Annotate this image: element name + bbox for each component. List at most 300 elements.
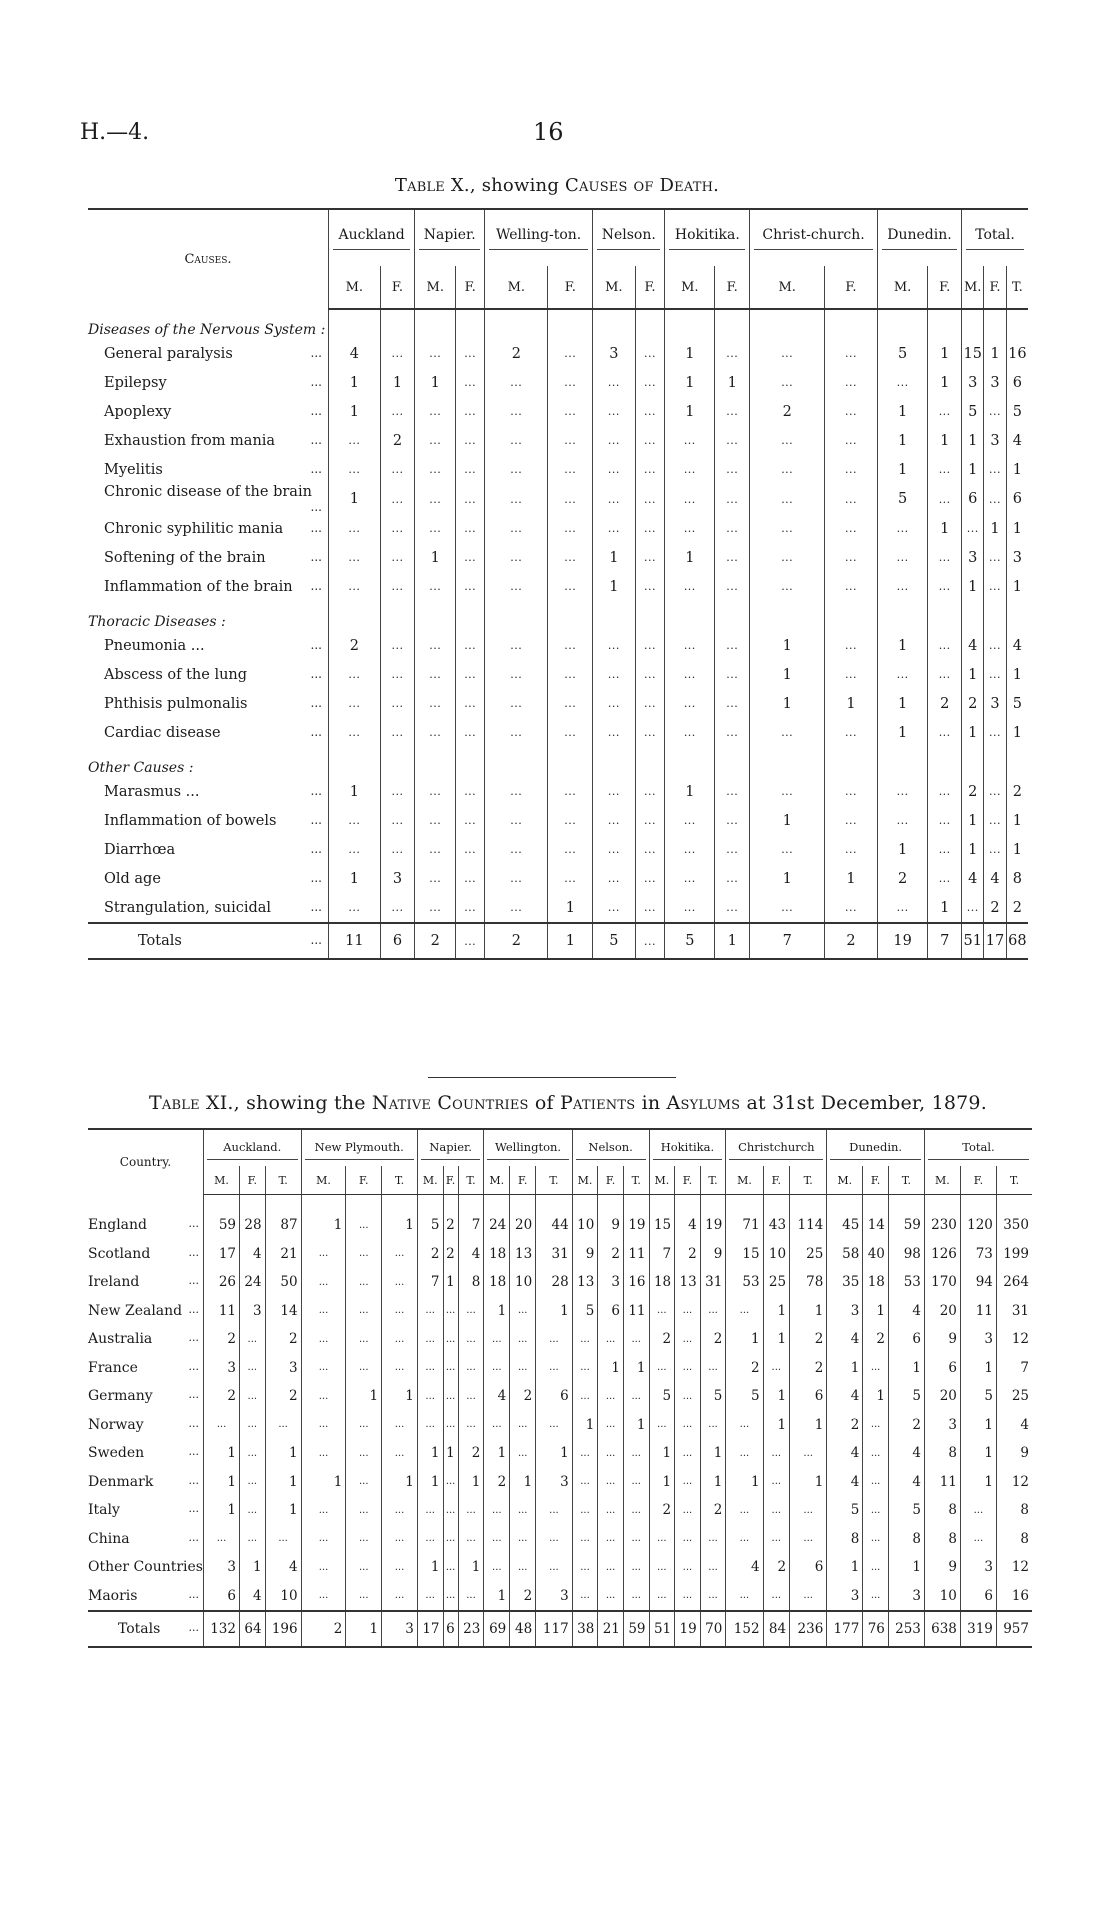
value-cell: 1 bbox=[863, 1297, 889, 1326]
cause-label: Phthisis pulmonalis bbox=[104, 695, 248, 712]
value-cell: ... bbox=[458, 1354, 484, 1383]
value-cell: ... bbox=[240, 1439, 266, 1468]
value-cell: ... bbox=[598, 1525, 624, 1554]
value-cell: ... bbox=[675, 1468, 701, 1497]
value-cell: 1 bbox=[1006, 572, 1028, 601]
asylum-header-label: Auckland. bbox=[207, 1137, 298, 1160]
value-cell: 3 bbox=[962, 543, 984, 572]
table-xi-title-part: Patients bbox=[560, 1092, 636, 1114]
value-cell: 1 bbox=[458, 1553, 484, 1582]
value-cell: 1 bbox=[417, 1468, 443, 1497]
value-cell: 350 bbox=[996, 1195, 1032, 1240]
value-cell: 5 bbox=[417, 1195, 443, 1240]
value-cell: ... bbox=[593, 777, 635, 806]
value-cell: ... bbox=[380, 806, 415, 835]
leader-dots: ... bbox=[188, 1274, 199, 1288]
value-cell: ... bbox=[301, 1411, 346, 1440]
value-cell: ... bbox=[863, 1582, 889, 1612]
value-cell: ... bbox=[635, 484, 665, 514]
value-cell: 199 bbox=[996, 1240, 1032, 1269]
value-cell: ... bbox=[825, 777, 878, 806]
value-cell: 1 bbox=[750, 864, 825, 893]
value-cell: ... bbox=[536, 1553, 573, 1582]
value-cell: 1 bbox=[984, 514, 1006, 543]
table-row bbox=[88, 893, 1028, 923]
value-cell: 1 bbox=[510, 1468, 536, 1497]
value-cell: ... bbox=[415, 631, 456, 660]
value-cell: 6 bbox=[960, 1582, 996, 1612]
spacer-cell bbox=[329, 747, 381, 777]
country-label: Other Countries bbox=[88, 1559, 203, 1576]
value-cell: 1 bbox=[458, 1468, 484, 1497]
value-cell: 2 bbox=[510, 1382, 536, 1411]
country-label: Norway bbox=[88, 1416, 144, 1433]
value-cell: ... bbox=[548, 455, 593, 484]
cause-label: Myelitis bbox=[104, 461, 163, 478]
total-value-cell: 70 bbox=[700, 1611, 726, 1647]
value-cell: 6 bbox=[1006, 368, 1028, 397]
value-cell: 2 bbox=[962, 777, 984, 806]
value-cell: ... bbox=[675, 1411, 701, 1440]
cause-label: Cardiac disease bbox=[104, 724, 221, 741]
value-cell: 1 bbox=[750, 689, 825, 718]
value-cell: 59 bbox=[888, 1195, 924, 1240]
value-cell: ... bbox=[458, 1382, 484, 1411]
value-cell: ... bbox=[510, 1297, 536, 1326]
leader-dots: ... bbox=[310, 783, 322, 798]
leader-dots: ... bbox=[310, 345, 322, 360]
value-cell: ... bbox=[635, 339, 665, 368]
value-cell: ... bbox=[417, 1525, 443, 1554]
value-cell: 18 bbox=[484, 1240, 510, 1269]
value-cell: ... bbox=[485, 484, 548, 514]
value-cell: ... bbox=[301, 1553, 346, 1582]
value-cell: ... bbox=[510, 1354, 536, 1383]
spacer-cell bbox=[962, 747, 984, 777]
value-cell: ... bbox=[380, 660, 415, 689]
leader-dots: ... bbox=[188, 1217, 199, 1230]
value-cell: 1 bbox=[484, 1439, 510, 1468]
value-cell: ... bbox=[240, 1411, 266, 1440]
value-cell: ... bbox=[715, 514, 750, 543]
value-cell: 11 bbox=[204, 1297, 240, 1326]
country-cell bbox=[88, 1195, 204, 1240]
value-cell: ... bbox=[329, 893, 381, 923]
value-cell: ... bbox=[380, 397, 415, 426]
value-cell: ... bbox=[928, 631, 962, 660]
page-reference: H.—4. bbox=[80, 120, 150, 145]
value-cell: ... bbox=[456, 718, 485, 747]
value-cell: ... bbox=[665, 514, 715, 543]
spacer-cell bbox=[877, 747, 927, 777]
value-cell: 16 bbox=[623, 1268, 649, 1297]
value-cell: ... bbox=[485, 893, 548, 923]
value-cell: 5 bbox=[962, 397, 984, 426]
value-cell: ... bbox=[715, 864, 750, 893]
male-header: M. bbox=[417, 1166, 443, 1195]
total-value-cell: 5 bbox=[665, 923, 715, 959]
total-value-cell: 59 bbox=[623, 1611, 649, 1647]
value-cell: ... bbox=[346, 1525, 382, 1554]
value-cell: ... bbox=[635, 689, 665, 718]
value-cell: ... bbox=[750, 426, 825, 455]
value-cell: ... bbox=[301, 1240, 346, 1269]
table-x-title-subject: Causes of Death. bbox=[564, 175, 720, 196]
leader-dots: ... bbox=[310, 432, 322, 447]
value-cell: ... bbox=[593, 893, 635, 923]
value-cell: 1 bbox=[763, 1297, 789, 1326]
female-header: F. bbox=[443, 1166, 458, 1195]
value-cell: 44 bbox=[536, 1195, 573, 1240]
spacer-cell bbox=[485, 309, 548, 339]
cause-cell bbox=[88, 718, 329, 747]
value-cell: ... bbox=[346, 1195, 382, 1240]
value-cell: ... bbox=[548, 484, 593, 514]
spacer-cell bbox=[750, 747, 825, 777]
value-cell: ... bbox=[984, 572, 1006, 601]
value-cell: ... bbox=[382, 1496, 418, 1525]
leader-dots: ... bbox=[310, 933, 322, 947]
value-cell: ... bbox=[715, 893, 750, 923]
spacer-cell bbox=[635, 309, 665, 339]
value-cell: 58 bbox=[827, 1240, 863, 1269]
value-cell: 31 bbox=[700, 1268, 726, 1297]
value-cell: ... bbox=[928, 572, 962, 601]
cause-label: Diarrhœa bbox=[104, 841, 176, 858]
value-cell: 2 bbox=[204, 1382, 240, 1411]
value-cell: 31 bbox=[536, 1240, 573, 1269]
value-cell: ... bbox=[715, 631, 750, 660]
total-value-cell: 196 bbox=[265, 1611, 301, 1647]
value-cell: ... bbox=[204, 1525, 240, 1554]
male-header: M. bbox=[877, 266, 927, 309]
leader-dots: ... bbox=[310, 870, 322, 885]
male-header: M. bbox=[301, 1166, 346, 1195]
asylum-header-label: Hokitika. bbox=[653, 1137, 723, 1160]
total-sex-header: T. bbox=[265, 1166, 301, 1195]
value-cell: ... bbox=[380, 572, 415, 601]
leader-dots: ... bbox=[310, 812, 322, 827]
asylum-header bbox=[415, 209, 485, 266]
value-cell: ... bbox=[382, 1411, 418, 1440]
spacer-cell bbox=[593, 309, 635, 339]
value-cell: ... bbox=[825, 426, 878, 455]
value-cell: 1 bbox=[329, 397, 381, 426]
value-cell: ... bbox=[635, 631, 665, 660]
spacer-cell bbox=[984, 601, 1006, 631]
table-row bbox=[88, 806, 1028, 835]
value-cell: ... bbox=[456, 397, 485, 426]
table-row bbox=[88, 689, 1028, 718]
value-cell: 8 bbox=[827, 1525, 863, 1554]
asylum-header bbox=[204, 1129, 302, 1166]
value-cell: 1 bbox=[790, 1297, 827, 1326]
value-cell: ... bbox=[726, 1525, 763, 1554]
value-cell: ... bbox=[928, 718, 962, 747]
value-cell: 3 bbox=[960, 1325, 996, 1354]
asylum-header-label: Napier. bbox=[421, 1137, 480, 1160]
asylum-header-label: Total. bbox=[928, 1137, 1029, 1160]
cause-cell bbox=[88, 397, 329, 426]
spacer-cell bbox=[329, 309, 381, 339]
value-cell: ... bbox=[593, 864, 635, 893]
value-cell: ... bbox=[960, 1496, 996, 1525]
value-cell: ... bbox=[456, 572, 485, 601]
value-cell: ... bbox=[265, 1525, 301, 1554]
female-header: F. bbox=[635, 266, 665, 309]
value-cell: ... bbox=[825, 397, 878, 426]
country-label: China bbox=[88, 1530, 130, 1547]
value-cell: ... bbox=[548, 426, 593, 455]
value-cell: ... bbox=[750, 368, 825, 397]
leader-dots: ... bbox=[310, 403, 322, 418]
female-header: F. bbox=[928, 266, 962, 309]
value-cell: 2 bbox=[928, 689, 962, 718]
country-cell bbox=[88, 1582, 204, 1612]
value-cell: 4 bbox=[888, 1297, 924, 1326]
value-cell: ... bbox=[675, 1439, 701, 1468]
value-cell: ... bbox=[329, 718, 381, 747]
spacer-cell bbox=[962, 309, 984, 339]
value-cell: ... bbox=[536, 1354, 573, 1383]
spacer-cell bbox=[635, 601, 665, 631]
leader-dots: ... bbox=[310, 374, 322, 389]
spacer-cell bbox=[665, 309, 715, 339]
value-cell: 2 bbox=[877, 864, 927, 893]
total-value-cell: 236 bbox=[790, 1611, 827, 1647]
value-cell: 2 bbox=[863, 1325, 889, 1354]
value-cell: ... bbox=[301, 1582, 346, 1612]
value-cell: 1 bbox=[1006, 514, 1028, 543]
value-cell: 7 bbox=[649, 1240, 675, 1269]
value-cell: 10 bbox=[265, 1582, 301, 1612]
value-cell: ... bbox=[485, 543, 548, 572]
value-cell: 1 bbox=[443, 1268, 458, 1297]
value-cell: 16 bbox=[1006, 339, 1028, 368]
cause-cell bbox=[88, 368, 329, 397]
value-cell: 1 bbox=[598, 1354, 624, 1383]
value-cell: ... bbox=[984, 397, 1006, 426]
value-cell: 9 bbox=[572, 1240, 598, 1269]
value-cell: ... bbox=[649, 1354, 675, 1383]
value-cell: ... bbox=[928, 397, 962, 426]
value-cell: ... bbox=[700, 1297, 726, 1326]
value-cell: 2 bbox=[417, 1240, 443, 1269]
leader-dots: ... bbox=[310, 724, 322, 739]
value-cell: ... bbox=[928, 543, 962, 572]
table-row bbox=[88, 572, 1028, 601]
value-cell: ... bbox=[417, 1354, 443, 1383]
value-cell: ... bbox=[548, 864, 593, 893]
female-header: F. bbox=[960, 1166, 996, 1195]
total-value-cell: 957 bbox=[996, 1611, 1032, 1647]
value-cell: ... bbox=[750, 777, 825, 806]
value-cell: ... bbox=[456, 777, 485, 806]
value-cell: ... bbox=[415, 806, 456, 835]
value-cell: ... bbox=[790, 1582, 827, 1612]
value-cell: ... bbox=[417, 1325, 443, 1354]
value-cell: ... bbox=[346, 1468, 382, 1497]
value-cell: ... bbox=[863, 1525, 889, 1554]
male-header: M. bbox=[726, 1166, 763, 1195]
value-cell: ... bbox=[415, 777, 456, 806]
value-cell: ... bbox=[382, 1525, 418, 1554]
country-label: Germany bbox=[88, 1388, 153, 1405]
value-cell: 1 bbox=[962, 660, 984, 689]
value-cell: ... bbox=[380, 718, 415, 747]
value-cell: ... bbox=[458, 1582, 484, 1612]
value-cell: 1 bbox=[750, 806, 825, 835]
female-header: F. bbox=[863, 1166, 889, 1195]
value-cell: 1 bbox=[380, 368, 415, 397]
value-cell: ... bbox=[548, 339, 593, 368]
value-cell: ... bbox=[443, 1468, 458, 1497]
value-cell: 20 bbox=[924, 1297, 960, 1326]
leader-dots: ... bbox=[310, 899, 322, 914]
value-cell: 71 bbox=[726, 1195, 763, 1240]
table-row bbox=[88, 397, 1028, 426]
value-cell: ... bbox=[665, 660, 715, 689]
value-cell: ... bbox=[825, 660, 878, 689]
value-cell: ... bbox=[417, 1411, 443, 1440]
value-cell: ... bbox=[485, 426, 548, 455]
value-cell: ... bbox=[623, 1468, 649, 1497]
spacer-cell bbox=[825, 309, 878, 339]
table-row bbox=[88, 1496, 1032, 1525]
value-cell: 1 bbox=[443, 1439, 458, 1468]
value-cell: 2 bbox=[763, 1553, 789, 1582]
value-cell: 1 bbox=[415, 368, 456, 397]
value-cell: 2 bbox=[649, 1496, 675, 1525]
value-cell: 1 bbox=[960, 1468, 996, 1497]
value-cell: ... bbox=[726, 1411, 763, 1440]
value-cell: 1 bbox=[928, 339, 962, 368]
value-cell: ... bbox=[750, 514, 825, 543]
value-cell: ... bbox=[928, 777, 962, 806]
value-cell: ... bbox=[301, 1354, 346, 1383]
value-cell: ... bbox=[572, 1525, 598, 1554]
value-cell: ... bbox=[665, 835, 715, 864]
section-heading: Thoracic Diseases : bbox=[88, 614, 226, 630]
value-cell: ... bbox=[484, 1411, 510, 1440]
value-cell: ... bbox=[443, 1325, 458, 1354]
value-cell: 5 bbox=[888, 1382, 924, 1411]
value-cell: ... bbox=[456, 368, 485, 397]
cause-cell bbox=[88, 864, 329, 893]
value-cell: ... bbox=[715, 484, 750, 514]
value-cell: 4 bbox=[962, 631, 984, 660]
table-row bbox=[88, 484, 1028, 514]
value-cell: ... bbox=[763, 1582, 789, 1612]
value-cell: ... bbox=[510, 1553, 536, 1582]
value-cell: 3 bbox=[827, 1582, 863, 1612]
value-cell: 2 bbox=[700, 1496, 726, 1525]
total-value-cell: 2 bbox=[825, 923, 878, 959]
spacer-cell bbox=[715, 601, 750, 631]
cause-label: Chronic syphilitic mania bbox=[104, 520, 284, 537]
value-cell: ... bbox=[700, 1582, 726, 1612]
table-row bbox=[88, 1354, 1032, 1383]
country-cell bbox=[88, 1382, 204, 1411]
female-header: F. bbox=[510, 1166, 536, 1195]
value-cell: ... bbox=[984, 631, 1006, 660]
value-cell: 20 bbox=[510, 1195, 536, 1240]
value-cell: 1 bbox=[665, 368, 715, 397]
value-cell: 1 bbox=[928, 426, 962, 455]
value-cell: ... bbox=[635, 368, 665, 397]
total-value-cell: 177 bbox=[827, 1611, 863, 1647]
value-cell: ... bbox=[443, 1582, 458, 1612]
value-cell: ... bbox=[877, 368, 927, 397]
male-header: M. bbox=[750, 266, 825, 309]
value-cell: 10 bbox=[572, 1195, 598, 1240]
cause-label: Strangulation, suicidal bbox=[104, 899, 272, 916]
value-cell: 2 bbox=[443, 1195, 458, 1240]
value-cell: ... bbox=[456, 484, 485, 514]
value-cell: ... bbox=[415, 484, 456, 514]
value-cell: ... bbox=[382, 1240, 418, 1269]
total-value-cell: 1 bbox=[715, 923, 750, 959]
value-cell: ... bbox=[593, 689, 635, 718]
cause-label: Marasmus ... bbox=[104, 783, 200, 800]
value-cell: ... bbox=[458, 1325, 484, 1354]
total-value-cell: 1 bbox=[346, 1611, 382, 1647]
value-cell: 14 bbox=[863, 1195, 889, 1240]
value-cell: 87 bbox=[265, 1195, 301, 1240]
value-cell: ... bbox=[329, 660, 381, 689]
table-row bbox=[88, 1582, 1032, 1612]
cause-label: General paralysis bbox=[104, 345, 233, 362]
value-cell: ... bbox=[726, 1582, 763, 1612]
value-cell: ... bbox=[984, 777, 1006, 806]
value-cell: 1 bbox=[346, 1382, 382, 1411]
country-column-header: Country. bbox=[119, 1155, 172, 1170]
table-row bbox=[88, 718, 1028, 747]
value-cell: 3 bbox=[598, 1268, 624, 1297]
value-cell: ... bbox=[593, 514, 635, 543]
cause-cell bbox=[88, 543, 329, 572]
value-cell: 4 bbox=[726, 1553, 763, 1582]
value-cell: ... bbox=[458, 1525, 484, 1554]
value-cell: ... bbox=[700, 1553, 726, 1582]
value-cell: ... bbox=[572, 1582, 598, 1612]
value-cell: ... bbox=[240, 1525, 266, 1554]
value-cell: ... bbox=[415, 455, 456, 484]
value-cell: 4 bbox=[265, 1553, 301, 1582]
value-cell: 1 bbox=[863, 1382, 889, 1411]
value-cell: ... bbox=[380, 455, 415, 484]
spacer-cell bbox=[635, 747, 665, 777]
total-value-cell: 253 bbox=[888, 1611, 924, 1647]
value-cell: 1 bbox=[329, 368, 381, 397]
asylum-header bbox=[827, 1129, 925, 1166]
asylum-header bbox=[417, 1129, 483, 1166]
value-cell: 13 bbox=[572, 1268, 598, 1297]
leader-dots: ... bbox=[188, 1331, 199, 1345]
value-cell: 1 bbox=[763, 1325, 789, 1354]
total-value-cell: 21 bbox=[598, 1611, 624, 1647]
value-cell: 264 bbox=[996, 1268, 1032, 1297]
value-cell: 2 bbox=[484, 1468, 510, 1497]
spacer-cell bbox=[665, 601, 715, 631]
leader-dots: ... bbox=[188, 1473, 199, 1487]
value-cell: ... bbox=[458, 1496, 484, 1525]
value-cell: ... bbox=[598, 1411, 624, 1440]
cause-cell bbox=[88, 455, 329, 484]
value-cell: 1 bbox=[665, 397, 715, 426]
value-cell: ... bbox=[485, 660, 548, 689]
value-cell: 4 bbox=[458, 1240, 484, 1269]
